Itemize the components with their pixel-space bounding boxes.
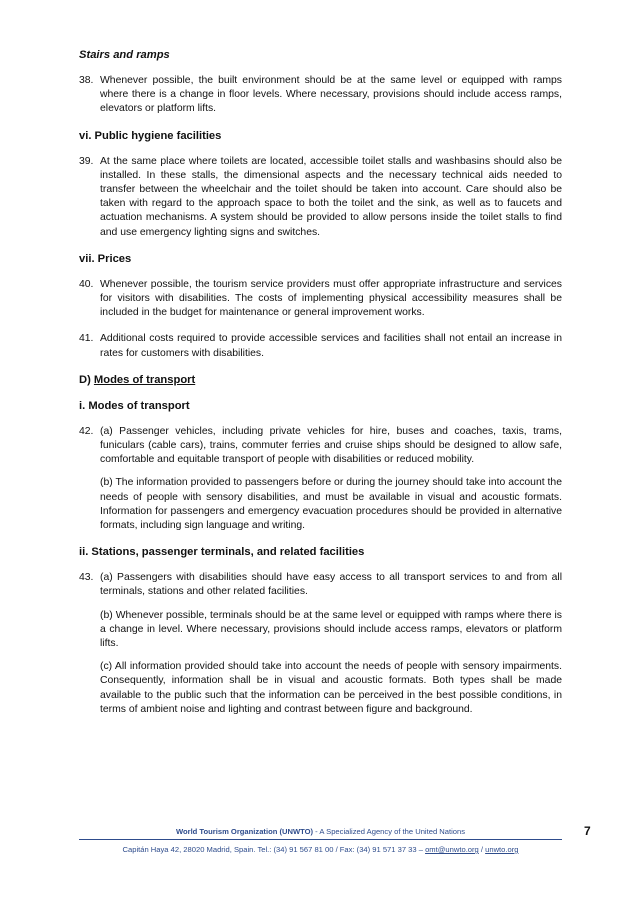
paragraph-text: At the same place where toilets are located, accessible toilet stalls and washbasins should also be installed. In these stalls, the dimensional aspects and the necessary technical aids needed to transfer between the wheelchair and the toilet should be taken into account. Care should also be taken with regard to the approach space to both the toilet and the sink, as well as to faucets and actuation mechanisms. A system should be provided to allow persons inside the toilet stalls to find and use emergency lighting signs and switches. xyxy=(100,155,562,238)
footer-org-name: World Tourism Organization (UNWTO) xyxy=(175,827,314,836)
footer-contact xyxy=(79,845,562,854)
footer-email-link[interactable]: omt@unwto.org xyxy=(425,845,479,854)
paragraph-43 xyxy=(79,571,562,599)
section-heading-modes-of-transport: i. Modes of transport xyxy=(79,399,190,412)
page-number: 7 xyxy=(584,824,591,838)
paragraph-42 xyxy=(79,425,562,468)
paragraph-number: 40. xyxy=(79,278,94,290)
section-heading-d-modes-of-transport xyxy=(79,373,562,387)
paragraph-40 xyxy=(79,278,562,321)
paragraph-number: 43. xyxy=(79,572,94,584)
section-heading-public-hygiene: vi. Public hygiene facilities xyxy=(79,129,222,142)
paragraph-43b: (b) Whenever possible, terminals should be at the same level or equipped with ramps where there is a change in level. Where necessary, provisions should include access ramps, elevators or platform lifts. xyxy=(100,609,562,650)
paragraph-41 xyxy=(79,332,562,360)
paragraph-text: Whenever possible, the tourism service providers must offer appropriate infrastructure and services for visitors with disabilities. The costs of implementing physical accessibility measures shall be included in the budget for maintenance or general improvement works. xyxy=(100,278,562,319)
paragraph-39 xyxy=(79,155,562,240)
footer-divider xyxy=(79,839,562,840)
paragraph-text: (a) Passengers with disabilities should have easy access to all transport services to and from all terminals, stations and other related facilities. xyxy=(100,572,562,598)
paragraph-43c: (c) All information provided should take into account the needs of people with sensory impairments. Consequently, information shall be in visual and acoustic formats. Both types shall be made available to the public such that the information can be perceived in the best possible conditions, in terms of ambient noise and lighting and contrast between figure and background. xyxy=(100,661,562,715)
paragraph-number: 41. xyxy=(79,333,94,345)
heading-prefix: D) xyxy=(79,373,91,386)
footer-address: Capitán Haya 42, 28020 Madrid, Spain. Tel.: (34) 91 567 81 00 / Fax: (34) 91 571 37 33 – xyxy=(122,845,426,854)
paragraph-text: Whenever possible, the built environment should be at the same level or equipped with ramps where there is a change in floor levels. Where necessary, provisions should include access ramps, elevators or platform lifts. xyxy=(100,75,562,115)
page-content xyxy=(79,48,562,717)
footer-separator: / xyxy=(478,845,486,854)
section-heading-stations: ii. Stations, passenger terminals, and related facilities xyxy=(79,546,365,559)
footer-website-link[interactable]: unwto.org xyxy=(485,845,519,854)
paragraph-42b: (b) The information provided to passengers before or during the journey should take into account the needs of people with sensory disabilities, and must be available in visual and acoustic formats. Information for passengers and emergency evacuation procedures should be provided in alternative formats, including sign language and writing. xyxy=(100,477,562,532)
footer-organization xyxy=(79,827,562,836)
section-heading-stairs: Stairs and ramps xyxy=(79,49,170,61)
paragraph-number: 39. xyxy=(79,155,94,167)
paragraph-38 xyxy=(79,74,562,117)
footer-org-suffix: - A Specialized Agency of the United Nations xyxy=(313,827,466,836)
paragraph-text: Additional costs required to provide accessible services and facilities shall not entail an increase in rates for customers with disabilities. xyxy=(100,333,562,359)
paragraph-number: 42. xyxy=(79,425,94,437)
paragraph-text: (a) Passenger vehicles, including private vehicles for hire, buses and coaches, taxis, trams, funiculars (cable cars), trains, commuter ferries and cruise ships should be designed to allow safe, comfortable and equitable transport of people with disabilities or reduced mobility. xyxy=(100,425,562,466)
section-heading-prices: vii. Prices xyxy=(79,252,132,265)
paragraph-number: 38. xyxy=(79,75,94,86)
heading-title: Modes of transport xyxy=(93,373,196,386)
